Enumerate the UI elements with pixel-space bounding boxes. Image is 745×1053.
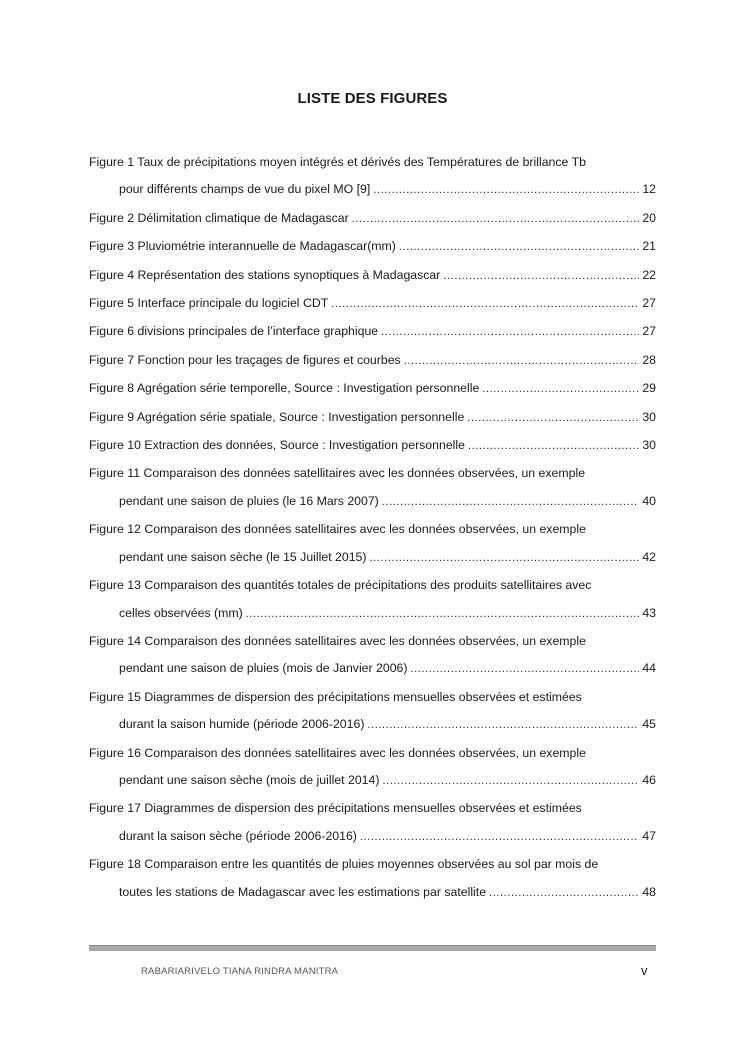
dot-leader [404,348,640,375]
figure-entry-text: durant la saison sèche (période 2006-2016) [119,828,357,843]
figure-entry-text: Figure 3 Pluviométrie interannuelle de Madagascar(mm) [89,239,396,254]
figure-entry[interactable] [89,347,656,375]
figure-entry-continuation [89,488,656,516]
dot-leader [381,319,639,346]
figure-entry-text: Figure 11 Comparaison des données satellitaires avec les données observées, un exemple [89,466,586,481]
dot-leader [373,177,639,204]
figure-entry-page: 29 [642,381,656,396]
figure-entry[interactable] [89,460,656,516]
figure-entry-page: 27 [642,296,656,311]
figure-entry-text: Figure 12 Comparaison des données satellitaires avec les données observées, un exemple [89,522,586,537]
figure-entry-continuation [89,176,656,204]
figure-entry-page: 20 [642,210,656,225]
figure-entry-continuation [89,823,656,851]
figure-list [89,149,656,907]
figure-entry-line [89,318,656,346]
dot-leader [382,768,639,795]
figure-entry-continuation [89,711,656,739]
figure-entry-page: 30 [642,409,656,424]
figure-entry[interactable] [89,290,656,318]
footer-rule [89,945,656,951]
dot-leader [367,712,639,739]
figure-entry-line [89,572,656,599]
figure-entry-page: 28 [642,352,656,367]
figure-entry-text: toutes les stations de Madagascar avec les estimations par satellite [119,884,487,899]
figure-entry-line [89,404,656,432]
figure-entry-line [89,233,656,261]
figure-entry-text: Figure 14 Comparaison des données satellitaires avec les données observées, un exemple [89,633,586,648]
figure-entry-continuation [89,879,656,907]
figure-entry-text: pendant une saison de pluies (le 16 Mars 2007) [119,493,379,508]
dot-leader [489,880,639,907]
dot-leader [352,206,640,233]
figure-entry-page: 22 [642,267,656,282]
figure-entry-text: Figure 13 Comparaison des quantités totales de précipitations des produits satellitaires avec [89,578,592,593]
figure-entry-line [89,516,656,543]
figure-entry[interactable] [89,628,656,684]
figure-entry-text: Figure 8 Agrégation série temporelle, Source : Investigation personnelle [89,381,480,396]
figure-entry[interactable] [89,318,656,346]
figure-entry-text: Figure 1 Taux de précipitations moyen intégrés et dérivés des Températures de brillance Tb [89,155,586,169]
figure-entry-line [89,375,656,403]
figure-entry[interactable] [89,516,656,572]
figure-entry-line [89,347,656,375]
figure-entry[interactable] [89,432,656,460]
figure-entry[interactable] [89,149,656,205]
figure-entry-continuation [89,767,656,795]
figure-entry-line [89,628,656,655]
figure-entry-text: pendant une saison de pluies (mois de Janvier 2006) [119,661,408,676]
dot-leader [410,656,639,683]
figure-entry-page: 44 [642,661,656,676]
figure-entry-text: pendant une saison sèche (mois de juillet 2014) [119,772,380,787]
figure-entry-continuation [89,544,656,572]
dot-leader [482,376,639,403]
figure-entry-line [89,149,656,176]
figure-entry-text: Figure 18 Comparaison entre les quantités de pluies moyennes observées au sol par mois de [89,857,599,872]
figure-entry-page: 12 [642,182,656,197]
dot-leader [399,234,639,261]
figure-entry-page: 42 [642,549,656,564]
figure-entry-page: 48 [642,884,656,899]
figure-entry-line [89,262,656,290]
figure-entry-text: Figure 2 Délimitation climatique de Madagascar [89,210,349,225]
dot-leader [360,824,639,851]
figure-entry-line [89,290,656,318]
figure-entry-page: 45 [642,717,656,732]
figure-entry[interactable] [89,233,656,261]
figure-entry-line [89,795,656,822]
figure-entry-page: 30 [642,438,656,453]
figure-entry[interactable] [89,684,656,740]
dot-leader [467,405,639,432]
figure-entry-line [89,205,656,233]
dot-leader [443,263,639,290]
figure-entry-text: celles observées (mm) [119,605,243,620]
figure-entry[interactable] [89,795,656,851]
dot-leader [246,601,640,628]
figure-entry-page: 27 [642,324,656,339]
figure-entry-line [89,684,656,711]
page-title: LISTE DES FIGURES [297,90,448,107]
figure-entry[interactable] [89,572,656,628]
dot-leader [382,489,640,516]
figure-entry[interactable] [89,740,656,796]
figure-entry-line [89,851,656,878]
figure-entry-text: Figure 15 Diagrammes de dispersion des précipitations mensuelles observées et estimées [89,689,582,704]
figure-entry-text: Figure 5 Interface principale du logiciel CDT [89,296,329,311]
figure-entry-line [89,460,656,487]
figure-entry[interactable] [89,404,656,432]
figure-entry-text: pendant une saison sèche (le 15 Juillet 2015) [119,549,367,564]
figure-entry[interactable] [89,205,656,233]
figure-entry-text: durant la saison humide (période 2006-2016) [119,717,365,732]
figure-entry-text: pour différents champs de vue du pixel MO [9] [119,182,371,197]
figure-entry-text: Figure 7 Fonction pour les traçages de figures et courbes [89,352,401,367]
figure-entry-line [89,432,656,460]
figure-entry-page: 47 [642,828,656,843]
figure-entry-continuation [89,655,656,683]
footer-page-number: v [641,963,648,978]
figure-entry[interactable] [89,851,656,907]
figure-entry-text: Figure 17 Diagrammes de dispersion des précipitations mensuelles observées et estimées [89,801,582,816]
dot-leader [331,291,639,318]
figure-entry[interactable] [89,375,656,403]
figure-entry-text: Figure 9 Agrégation série spatiale, Source : Investigation personnelle [89,409,465,424]
figure-entry-text: Figure 16 Comparaison des données satellitaires avec les données observées, un exemple [89,745,586,760]
figure-entry-page: 43 [642,605,656,620]
dot-leader [468,433,639,460]
figure-entry-text: Figure 6 divisions principales de l’interface graphique [89,324,379,339]
figure-entry-page: 46 [642,772,656,787]
dot-leader [369,545,639,572]
figure-entry-text: Figure 10 Extraction des données, Source : Investigation personnelle [89,438,465,453]
figure-entry-continuation [89,600,656,628]
footer-author: RABARIARIVELO TIANA RINDRA MANITRA [141,966,339,977]
figure-entry-line [89,740,656,767]
figure-entry[interactable] [89,262,656,290]
figure-entry-page: 21 [642,239,656,254]
figure-entry-page: 40 [642,493,656,508]
figure-entry-text: Figure 4 Représentation des stations synoptiques à Madagascar [89,267,441,282]
